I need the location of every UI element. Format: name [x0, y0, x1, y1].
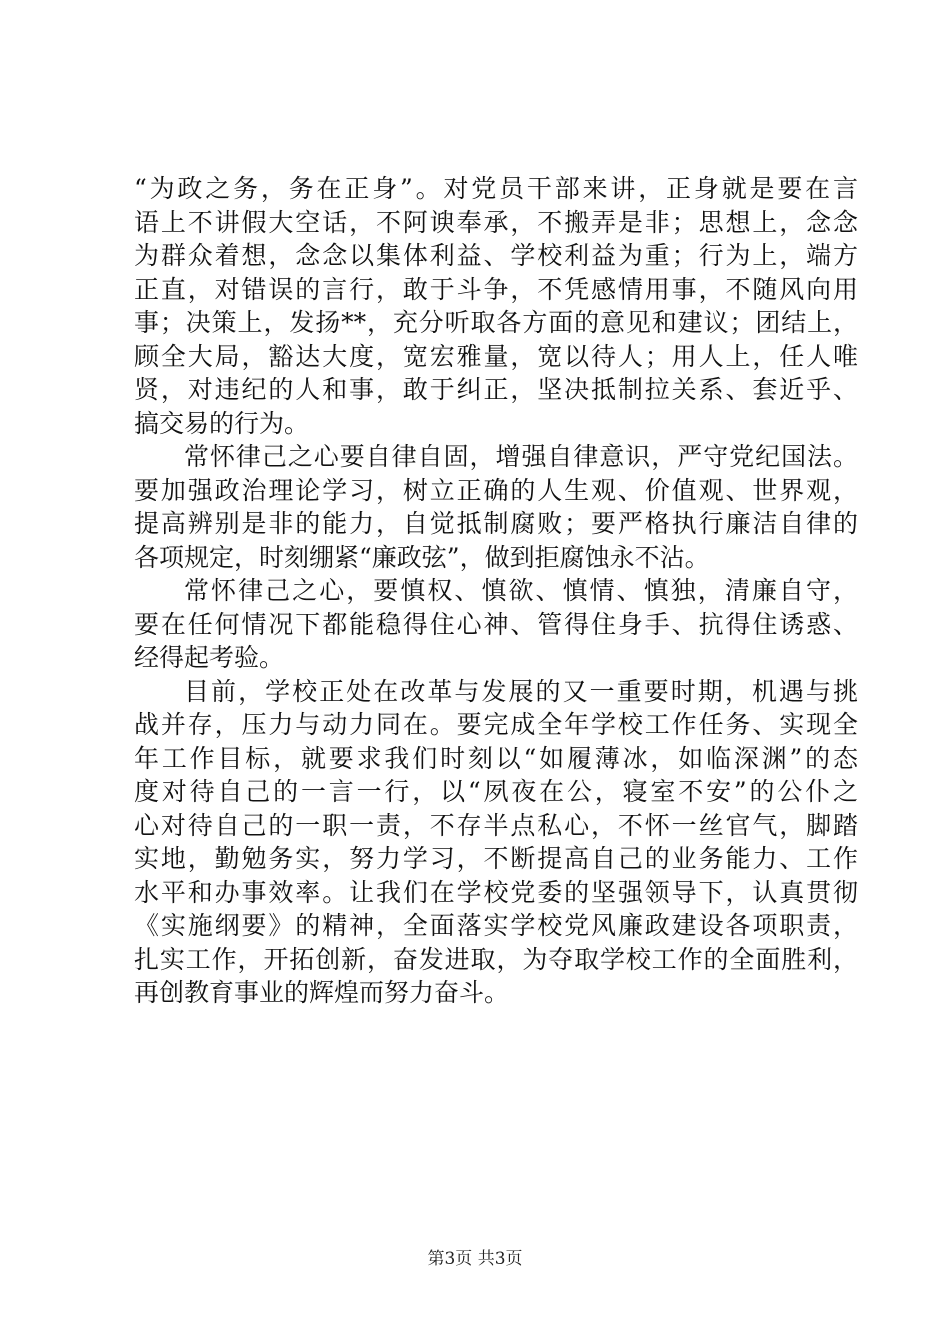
paragraph	[134, 440, 858, 574]
text-line: 常怀律己之心要自律自固，增强自律意识，严守党纪国法。	[184, 442, 858, 471]
text-line: 心对待自己的一职一责，不存半点私心，不怀一丝官气，脚踏	[134, 810, 858, 840]
text-line: “为政之务，务在正身”。对党员干部来讲，正身就是要在言	[134, 174, 858, 203]
text-line: 要在任何情况下都能稳得住心神、管得住身手、抗得住诱惑、	[134, 609, 858, 639]
text-line: 年工作目标，就要求我们时刻以“如履薄冰，如临深渊”的态	[134, 743, 858, 773]
text-line: 度对待自己的一言一行，以“夙夜在公，寝室不安”的公仆之	[134, 777, 858, 806]
paragraph	[134, 172, 858, 440]
page-footer: 第3页 共3页	[427, 1249, 523, 1269]
text-line: 事；决策上，发扬**，充分听取各方面的意见和建议；团结上，	[134, 308, 858, 337]
text-line: 战并存，压力与动力同在。要完成全年学校工作任务、实现全	[134, 710, 858, 739]
text-line: 常怀律己之心，要慎权、慎欲、慎情、慎独，清廉自守，	[184, 576, 858, 605]
paragraph	[134, 675, 858, 1010]
text-line: 为群众着想，念念以集体利益、学校利益为重；行为上，端方	[134, 241, 858, 270]
text-line: 各项规定，时刻绷紧“廉政弦”，做到拒腐蚀永不沾。	[134, 542, 710, 572]
document-body	[134, 172, 858, 1010]
text-line: 搞交易的行为。	[134, 408, 310, 438]
text-line: 《实施纲要》的精神，全面落实学校党风廉政建设各项职责，	[134, 911, 858, 940]
text-line: 经得起考验。	[134, 643, 285, 672]
text-line: 实地，勤勉务实，努力学习，不断提高自己的业务能力、工作	[134, 844, 858, 873]
text-line: 再创教育事业的辉煌而努力奋斗。	[134, 978, 510, 1007]
text-line: 提高辨别是非的能力，自觉抵制腐败；要严格执行廉洁自律的	[134, 509, 858, 538]
text-line: 目前，学校正处在改革与发展的又一重要时期，机遇与挑	[184, 676, 858, 706]
text-line: 顾全大局，豁达大度，宽宏雅量，宽以待人；用人上，任人唯	[134, 341, 858, 371]
text-line: 要加强政治理论学习，树立正确的人生观、价值观、世界观，	[134, 475, 858, 505]
paragraph	[134, 574, 858, 675]
text-line: 语上不讲假大空话，不阿谀奉承，不搬弄是非；思想上，念念	[134, 207, 858, 237]
text-line: 正直，对错误的言行，敢于斗争，不凭感情用事，不随风向用	[134, 274, 858, 304]
text-line: 贤，对违纪的人和事，敢于纠正，坚决抵制拉关系、套近乎、	[134, 375, 858, 404]
text-line: 扎实工作，开拓创新，奋发进取，为夺取学校工作的全面胜利，	[134, 944, 858, 974]
text-line: 水平和办事效率。让我们在学校党委的坚强领导下，认真贯彻	[134, 877, 858, 907]
